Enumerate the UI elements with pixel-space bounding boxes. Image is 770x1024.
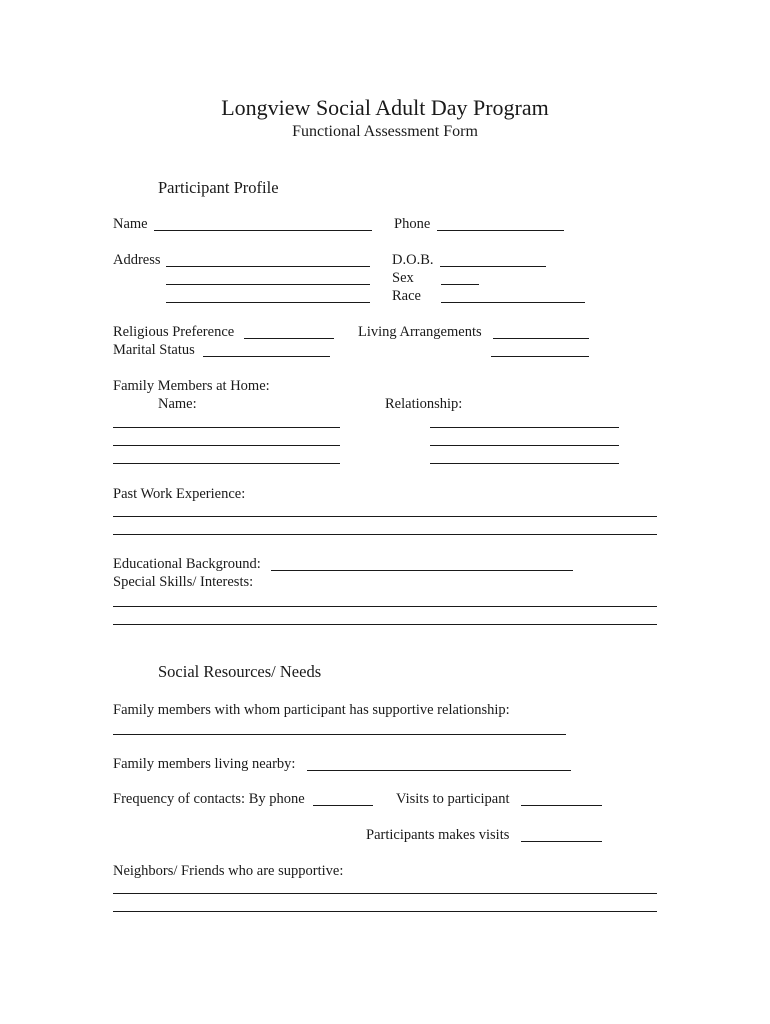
educational-background-label: Educational Background: <box>113 556 261 572</box>
living-arrangements-label: Living Arrangements <box>358 324 482 340</box>
family-name-column-label: Name: <box>158 396 197 412</box>
frequency-by-phone-field[interactable] <box>313 805 373 806</box>
family-name-field-3[interactable] <box>113 463 340 464</box>
past-work-label: Past Work Experience: <box>113 486 246 502</box>
supportive-neighbors-field-1[interactable] <box>113 893 657 894</box>
dob-field[interactable] <box>440 266 546 267</box>
family-relationship-field-2[interactable] <box>430 445 619 446</box>
family-name-field-1[interactable] <box>113 427 340 428</box>
past-work-field-2[interactable] <box>113 534 657 535</box>
address-field-line-3[interactable] <box>166 302 370 303</box>
dob-label: D.O.B. <box>392 252 434 268</box>
section-heading-social-resources: Social Resources/ Needs <box>158 662 322 681</box>
form-subtitle: Functional Assessment Form <box>292 123 478 140</box>
special-skills-field-2[interactable] <box>113 624 657 625</box>
family-nearby-label: Family members living nearby: <box>113 756 296 772</box>
phone-field[interactable] <box>437 230 564 231</box>
race-field[interactable] <box>441 302 585 303</box>
marital-status-label: Marital Status <box>113 342 195 358</box>
address-label: Address <box>113 252 161 268</box>
family-relationship-column-label: Relationship: <box>385 396 463 412</box>
sex-field[interactable] <box>441 284 479 285</box>
family-name-field-2[interactable] <box>113 445 340 446</box>
form-title: Longview Social Adult Day Program <box>221 95 549 120</box>
phone-label: Phone <box>394 216 431 232</box>
family-relationship-field-1[interactable] <box>430 427 619 428</box>
living-arrangements-field-line-2[interactable] <box>491 356 589 357</box>
family-nearby-field[interactable] <box>307 770 571 771</box>
past-work-field-1[interactable] <box>113 516 657 517</box>
participant-makes-visits-label: Participants makes visits <box>366 827 510 843</box>
name-field[interactable] <box>154 230 372 231</box>
section-heading-participant-profile: Participant Profile <box>158 178 279 197</box>
supportive-family-label: Family members with whom participant has supportive relationship: <box>113 702 510 718</box>
family-relationship-field-3[interactable] <box>430 463 619 464</box>
special-skills-field-1[interactable] <box>113 606 657 607</box>
supportive-family-field[interactable] <box>113 734 566 735</box>
visits-to-participant-field[interactable] <box>521 805 602 806</box>
address-field-line-1[interactable] <box>166 266 370 267</box>
race-label: Race <box>392 288 421 304</box>
religious-preference-field[interactable] <box>244 338 334 339</box>
marital-status-field[interactable] <box>203 356 330 357</box>
visits-to-participant-label: Visits to participant <box>396 791 510 807</box>
educational-background-field[interactable] <box>271 570 573 571</box>
participant-makes-visits-field[interactable] <box>521 841 602 842</box>
supportive-neighbors-field-2[interactable] <box>113 911 657 912</box>
frequency-by-phone-label: Frequency of contacts: By phone <box>113 791 305 807</box>
living-arrangements-field-line-1[interactable] <box>493 338 589 339</box>
religious-preference-label: Religious Preference <box>113 324 235 340</box>
name-label: Name <box>113 216 148 232</box>
supportive-neighbors-label: Neighbors/ Friends who are supportive: <box>113 863 344 879</box>
sex-label: Sex <box>392 270 414 286</box>
family-members-label: Family Members at Home: <box>113 378 270 394</box>
special-skills-label: Special Skills/ Interests: <box>113 574 254 590</box>
address-field-line-2[interactable] <box>166 284 370 285</box>
